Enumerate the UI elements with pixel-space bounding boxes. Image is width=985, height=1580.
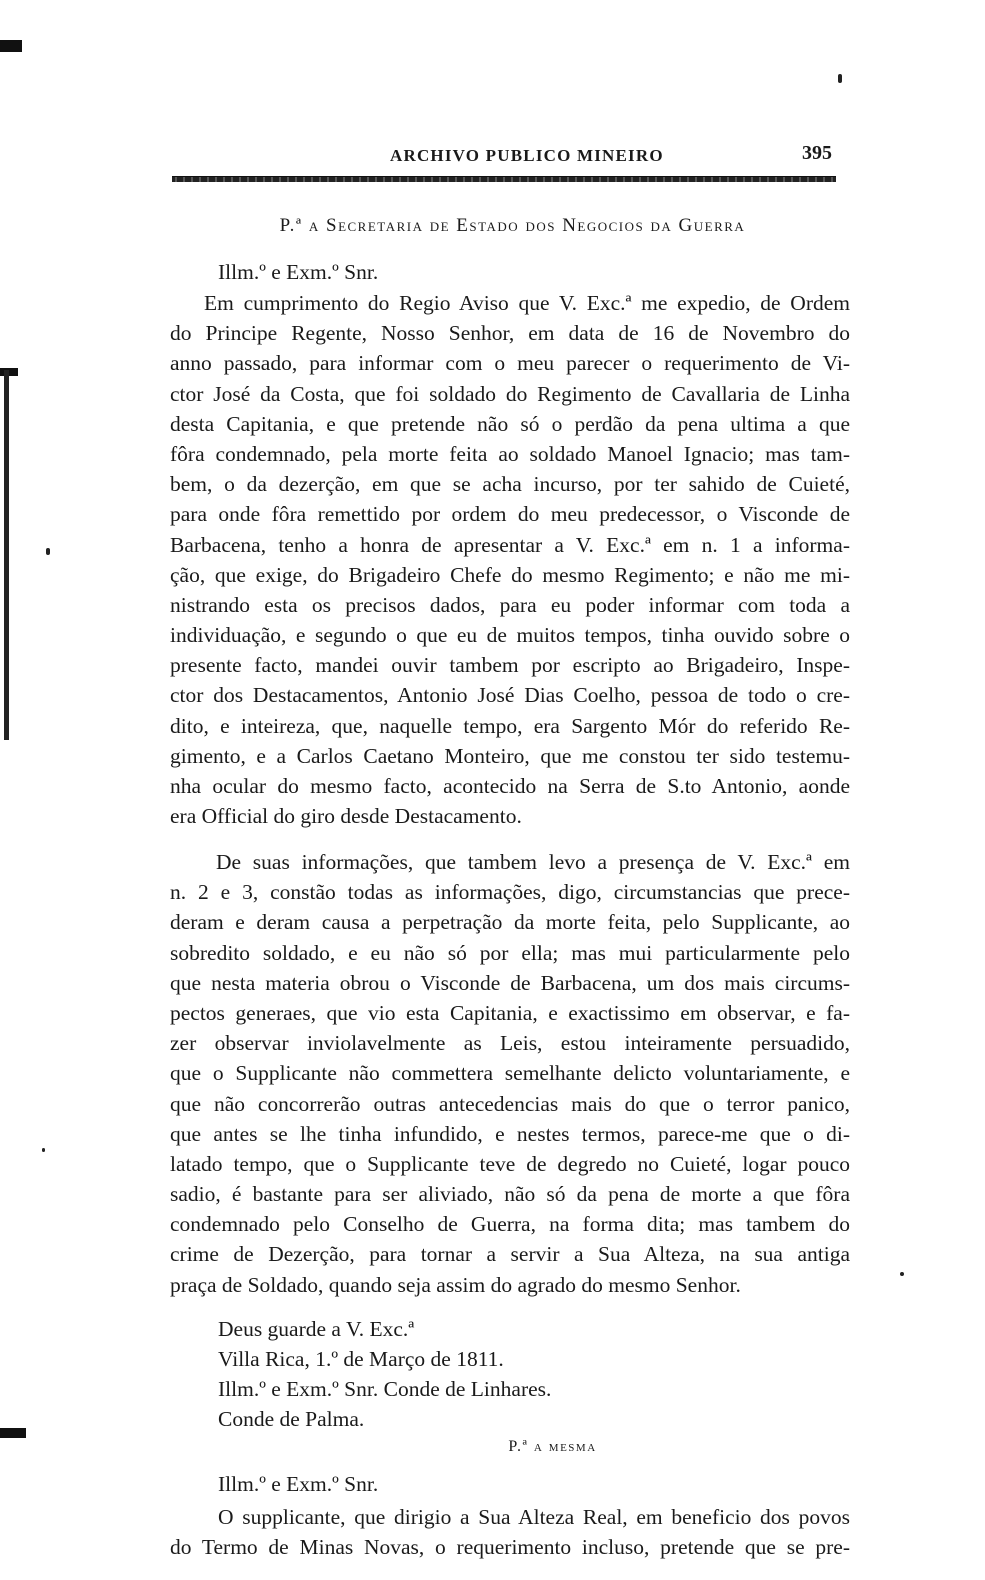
text-line: dito, e inteireza, que, naquelle tempo, era Sargento Mór do referido Re- — [170, 713, 850, 738]
text-line: crime de Dezerção, para tornar a servir a Sua Alteza, na sua antiga — [170, 1242, 850, 1267]
signature-line: Conde de Palma. — [218, 1407, 365, 1431]
text-line: era Official do giro desde Destacamento. — [170, 804, 522, 829]
ink-speck — [838, 74, 842, 83]
text-line: O supplicante, que dirigio a Sua Alteza Real, em beneficio dos povos — [218, 1505, 850, 1529]
text-line: ctor José da Costa, que foi soldado do Regimento de Cavallaria de Linha — [170, 381, 850, 406]
text-line: presente facto, mandei ouvir tambem por escripto ao Brigadeiro, Inspe- — [170, 653, 850, 678]
text-line: Barbacena, tenho a honra de apresentar a V. Exc.ª em n. 1 a informa- — [170, 532, 850, 557]
closing-line: Deus guarde a V. Exc.ª — [218, 1317, 415, 1341]
text-line: fôra condemnado, pela morte feita ao soldado Manoel Ignacio; mas tam- — [170, 441, 850, 466]
text-line: do Termo de Minas Novas, o requerimento incluso, pretende que se pre- — [170, 1535, 850, 1560]
text-line: deram e deram causa a perpetração da morte feita, pelo Supplicante, ao — [170, 910, 850, 935]
addressee-line: Illm.º e Exm.º Snr. Conde de Linhares. — [218, 1377, 552, 1401]
text-line: praça de Soldado, quando seja assim do agrado do mesmo Senhor. — [170, 1272, 741, 1297]
running-header — [170, 142, 838, 172]
text-line: que antes se lhe tinha infundido, e nestes termos, parece-me que o di- — [170, 1121, 850, 1146]
text-line: n. 2 e 3, constão todas as informações, digo, circumstancias que prece- — [170, 880, 850, 905]
scan-margin-mark — [0, 1428, 26, 1438]
text-line: para onde fôra remettido por ordem do meu predecessor, o Visconde de — [170, 502, 850, 527]
text-line: De suas informações, que tambem levo a presença de V. Exc.ª em — [216, 850, 850, 874]
text-line: que o Supplicante não commettera semelhante delicto voluntariamente, e — [170, 1061, 850, 1086]
salutation: Illm.º e Exm.º Snr. — [218, 260, 379, 284]
text-line: zer observar inviolavelmente as Leis, estou inteiramente persuadido, — [170, 1031, 850, 1056]
text-line: do Principe Regente, Nosso Senhor, em data de 16 de Novembro do — [170, 321, 850, 346]
paragraph — [170, 1502, 850, 1562]
header-rule — [172, 176, 836, 182]
text-line: anno passado, para informar com o meu parecer o requerimento de Vi- — [170, 351, 850, 376]
text-line: sadio, é bastante para ser aliviado, não só da pena de morte a que fôra — [170, 1182, 850, 1207]
text-line: ctor dos Destacamentos, Antonio José Dias Coelho, pessoa de todo o cre- — [170, 683, 850, 708]
text-line: condemnado pelo Conselho de Guerra, na forma dita; mas tambem do — [170, 1212, 850, 1237]
text-line: nistrando esta os precisos dados, para eu poder informar com toda a — [170, 592, 850, 617]
running-title: ARCHIVO PUBLICO MINEIRO — [390, 146, 664, 165]
text-line: desta Capitania, e que pretende não só o perdão da pena ultima a que — [170, 411, 850, 436]
paragraph — [170, 847, 850, 1300]
ink-speck — [42, 1148, 45, 1152]
letter-heading: P.ª a Secretaria de Estado dos Negocios da Guerra — [279, 215, 746, 236]
letter-heading: P.ª a mesma — [508, 1438, 597, 1455]
paragraph — [170, 288, 850, 831]
scan-margin-mark — [0, 40, 22, 52]
text-line: gimento, e a Carlos Caetano Monteiro, que me constou ter sido testemu- — [170, 743, 850, 768]
salutation: Illm.º e Exm.º Snr. — [218, 1472, 379, 1496]
scan-margin-bar — [4, 370, 9, 740]
text-line: bem, o da dezerção, em que se acha incurso, por ter sahido de Cuieté, — [170, 472, 850, 497]
page-number: 395 — [802, 142, 832, 164]
scan-margin-mark — [0, 368, 18, 376]
text-line: ção, que exige, do Brigadeiro Chefe do mesmo Regimento; e não me mi- — [170, 562, 850, 587]
text-line: sobredito soldado, e eu não só por ella; mas mui particularmente pelo — [170, 940, 850, 965]
ink-speck — [900, 1272, 904, 1276]
text-line: individuação, e segundo o que eu de muitos tempos, tinha ouvido sobre o — [170, 623, 850, 648]
ink-speck — [46, 548, 50, 555]
text-line: latado tempo, que o Supplicante teve de degredo no Cuieté, logar pouco — [170, 1151, 850, 1176]
text-line: nha ocular do mesmo facto, acontecido na Serra de S.to Antonio, aonde — [170, 774, 850, 798]
text-line: que nesta materia obrou o Visconde de Barbacena, um dos mais circums- — [170, 970, 850, 995]
date-line: Villa Rica, 1.º de Março de 1811. — [218, 1347, 504, 1371]
text-line: Em cumprimento do Regio Aviso que V. Exc.ª me expedio, de Ordem — [204, 291, 850, 315]
text-line: que não concorrerão outras antecedencias mais do que o terror panico, — [170, 1091, 850, 1116]
text-line: pectos generaes, que vio esta Capitania, e exactissimo em observar, e fa- — [170, 1000, 850, 1025]
